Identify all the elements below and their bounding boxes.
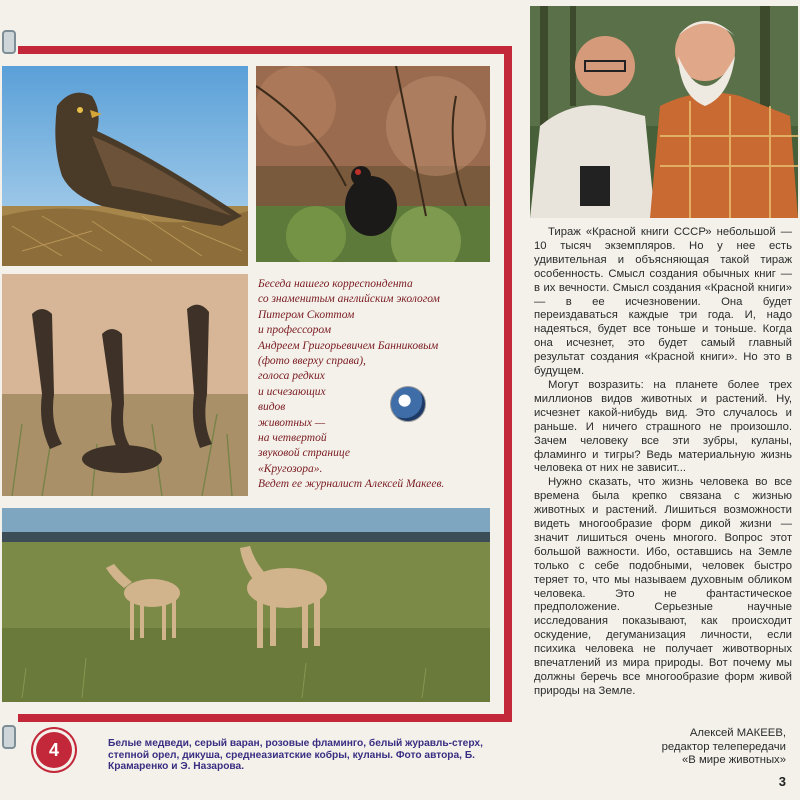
flexi-disc-icon bbox=[390, 386, 426, 422]
red-frame-right bbox=[504, 46, 512, 722]
author-signature bbox=[662, 727, 786, 768]
binding-ring bbox=[2, 725, 16, 749]
red-frame-top bbox=[18, 46, 512, 54]
scientists-photo bbox=[530, 6, 798, 218]
grouse-photo bbox=[256, 66, 490, 262]
article-paragraph: Могут возразить: на планете более трех миллионов видов животных и растений. Ну, исчезнет какой-нибудь вид. Это случалось и раньше. И ничего страшного не произошло. Зачем человеку все эти зубры, куланы, фламинго и тигры? Ведь материальную жизнь человека от них не зависит... bbox=[534, 378, 792, 475]
author-show: «В мире животных» bbox=[682, 754, 786, 766]
page-number: 3 bbox=[778, 774, 786, 789]
kulans-photo bbox=[2, 508, 490, 702]
binding-ring bbox=[2, 30, 16, 54]
author-role: редактор телепередачи bbox=[661, 740, 786, 753]
article-body bbox=[534, 226, 792, 699]
author-name: Алексей МАКЕЕВ, bbox=[689, 727, 786, 739]
red-frame-bottom bbox=[18, 714, 512, 722]
intro-text: Беседа нашего корреспондента со знаменитым английским экологом Питером Скоттом и профессором Андреем Григорьевичем Банниковым (фото вверху справа), голоса редких и исчезающих видов животных — на четвертой звуковой странице «Кругозора». Ведет ее журналист Алексей Макеев. bbox=[258, 278, 445, 491]
page-number-badge: 4 bbox=[36, 732, 72, 768]
eagle-photo bbox=[2, 66, 248, 266]
article-paragraph: Нужно сказать, что жизнь человека во все времена была крепко связана с жизнью животных и растений. Лишиться возможности видеть многообразие форм дикой жизни — значит лишиться очень многого. Вопрос этот большой важности. Ибо, оставшись на Земле только с себе подобными, человек быстро теряет то, что мы называем духовным обликом человека. Это не фантастическое предположение. Серьезные научные исследования показывают, как происходит оскудение, дегуманизация личности, если психика человека не получает животворных впечатлений из мира природы. Вот почему мы должны беречь все многообразие форм живой природы на Земле. bbox=[534, 476, 792, 697]
article-paragraph: Тираж «Красной книги СССР» небольшой — 10 тысяч экземпляров. Но у нее есть удивительная и объясняющая такой тираж особенность. Смысл создания обычных книг — в их вечности. Смысл создания «Красной книги» — в ее исчезновении. Она будет переиздаваться каждые три года. И, надо надеяться, будет все тоньше и тоньше. Когда она исчезнет, это будет самый главный результат создания «Красной книги». Но это в будущем. bbox=[534, 226, 792, 378]
photo-caption: Белые медведи, серый варан, розовые фламинго, белый журавль-стерх, степной орел, дикуша, среднеазиатские кобры, куланы. Фото автора, Б. Крамаренко и Э. Назарова. bbox=[108, 738, 483, 773]
cobras-photo bbox=[2, 274, 248, 496]
